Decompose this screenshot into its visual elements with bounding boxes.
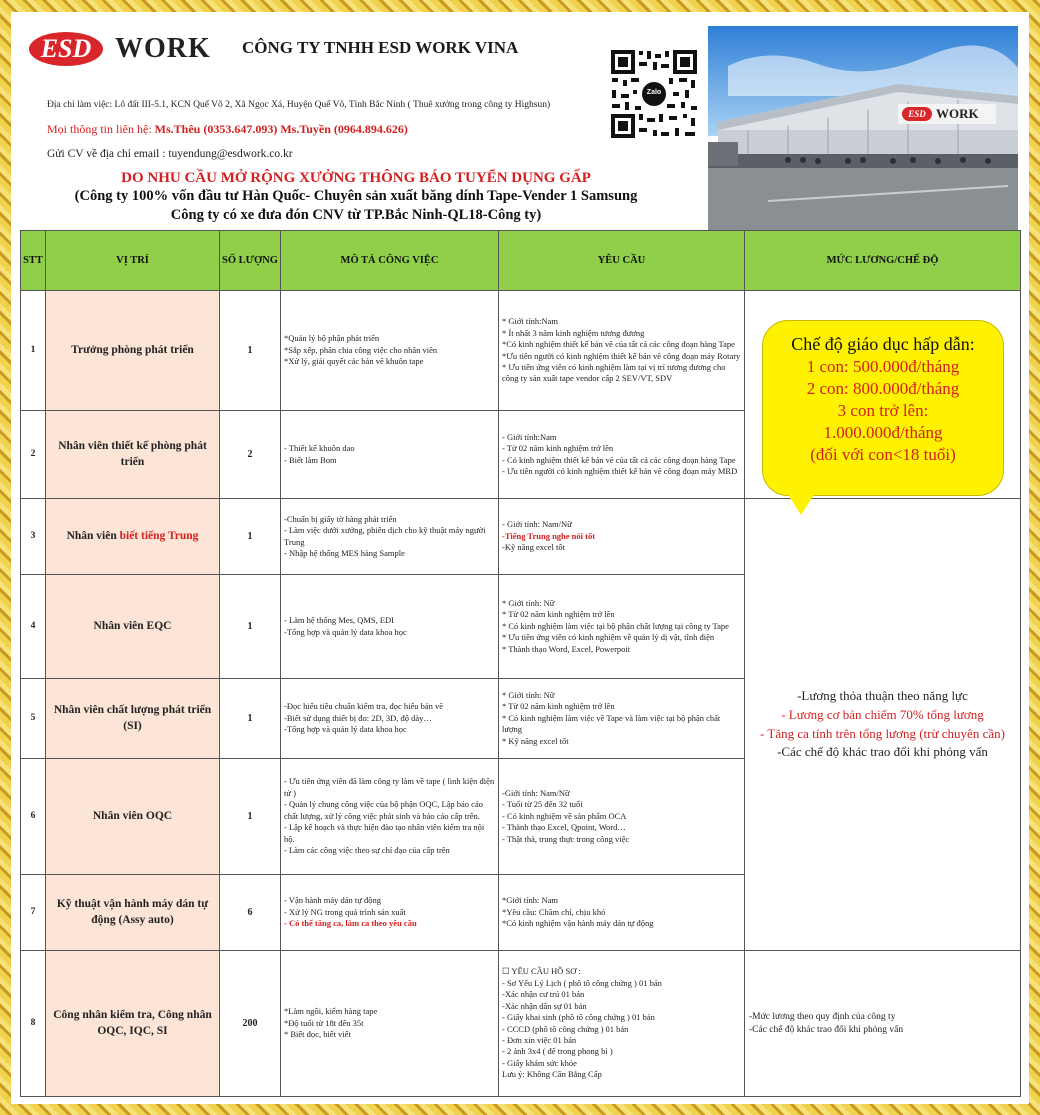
req-line: - Tuổi từ 25 đến 32 tuổi bbox=[502, 799, 583, 810]
req-line: - Giới tính: Nam/Nữ bbox=[502, 519, 572, 530]
req-line: -Xác nhận cư trú 01 bản bbox=[502, 989, 585, 1000]
qr-code-icon[interactable] bbox=[609, 48, 699, 140]
req-line: - Thật thà, trung thực trong công việc bbox=[502, 833, 630, 844]
desc-line: -Tổng hợp và quản lý data khoa học bbox=[284, 724, 407, 735]
table-row bbox=[21, 951, 1021, 1097]
logo-work: WORK bbox=[115, 33, 211, 64]
bubble-tail bbox=[787, 493, 815, 515]
req-line: -Giới tính: Nam/Nữ bbox=[502, 787, 570, 798]
req-line: * Ít nhất 3 năm kinh nghiệm tương đương bbox=[502, 327, 645, 338]
req-line: - Giấy khai sinh (phô tô công chứng ) 01 bản bbox=[502, 1012, 655, 1023]
req-line: * Giới tính:Nam bbox=[502, 316, 558, 327]
row-position: Nhân viên OQC bbox=[46, 759, 220, 875]
row-position: Công nhân kiểm tra, Công nhân OQC, IQC, SI bbox=[46, 951, 220, 1097]
row-desc bbox=[281, 291, 499, 411]
desc-line: *Làm ngồi, kiểm hàng tape bbox=[284, 1006, 378, 1017]
position-highlight: biết tiếng Trung bbox=[119, 529, 199, 542]
col-salary: MỨC LƯƠNG/CHẾ ĐỘ bbox=[745, 231, 1021, 291]
desc-line: *Quản lý bộ phận phát triển bbox=[284, 333, 380, 344]
req-line: * Thành thạo Word, Excel, Powerpoit bbox=[502, 643, 631, 654]
req-line-highlight: -Tiếng Trung nghe nói tốt bbox=[502, 530, 596, 541]
zalo-label: Zalo bbox=[646, 89, 662, 96]
table-row bbox=[21, 499, 1021, 575]
req-line: - Giới tính:Nam bbox=[502, 431, 557, 442]
photo-sign-work: WORK bbox=[936, 106, 979, 121]
req-line: *Yêu cầu: Chăm chỉ, chịu khó bbox=[502, 906, 606, 917]
row-desc bbox=[281, 951, 499, 1097]
row-desc bbox=[281, 759, 499, 875]
row-req bbox=[499, 875, 745, 951]
salary-cell bbox=[745, 499, 1021, 951]
row-req bbox=[499, 575, 745, 679]
req-line: ☐ YÊU CẦU HỒ SƠ : bbox=[502, 966, 581, 977]
req-line: * Ưu tiên ứng viên có kinh nghiệm làm tại vị trí tương đương cho công ty sản xuất tape vendor cấp 2 SEV/VT, SDV bbox=[502, 361, 726, 384]
row-stt: 2 bbox=[21, 411, 46, 499]
bubble-line: 3 con trở lên: bbox=[837, 401, 929, 420]
row-qty: 200 bbox=[220, 951, 281, 1097]
row-stt: 6 bbox=[21, 759, 46, 875]
salary-line: -Các chế độ khác trao đổi khi phỏng vấn bbox=[749, 1024, 904, 1035]
desc-line: - Ưu tiên ứng viên đã làm công ty làm về tape ( linh kiện điện tử ) bbox=[284, 776, 495, 798]
req-line: - Giấy khám sức khỏe bbox=[502, 1057, 577, 1068]
desc-line: - Làm việc dưới xưởng, phiên dịch cho kỹ thuật máy người Trung bbox=[284, 525, 486, 547]
row-stt: 1 bbox=[21, 291, 46, 411]
row-desc bbox=[281, 575, 499, 679]
req-line: *Có kinh nghiệm thiết kế bản vẽ của tất cả các công đoạn hàng Tape bbox=[502, 339, 735, 350]
req-line: * Có kinh nghiệm làm việc tại bộ phận chất lượng tại công ty Tape bbox=[502, 620, 729, 631]
req-line: * Ưu tiên ứng viên có kinh nghiệm về quản lý dị vật, tĩnh điện bbox=[502, 632, 715, 643]
row-qty: 1 bbox=[220, 499, 281, 575]
contact-label: Mọi thông tin liên hệ: bbox=[47, 122, 155, 136]
bubble-line: 1 con: 500.000đ/tháng bbox=[806, 357, 960, 376]
row-req bbox=[499, 499, 745, 575]
subline-2: Công ty có xe đưa đón CNV từ TP.Bắc Ninh-QL18-Công ty) bbox=[170, 207, 542, 223]
salary-cell-worker bbox=[745, 951, 1021, 1097]
company-logo bbox=[29, 32, 229, 68]
desc-line: - Quản lý chung công việc của bộ phận OQC, Lập báo cáo chất lượng, xử lý công việc phát sinh và báo cáo cấp trên. bbox=[284, 799, 483, 821]
row-desc bbox=[281, 411, 499, 499]
req-line: - 2 ảnh 3x4 ( để trong phong bì ) bbox=[502, 1046, 613, 1057]
row-position: Nhân viên chất lượng phát triển (SI) bbox=[46, 679, 220, 759]
req-line: - Ưu tiên người có kinh nghiệm thiết kế bản vẽ công đoạn máy MRD bbox=[502, 465, 738, 476]
table-header-row bbox=[21, 231, 1021, 291]
desc-line: - Lập kế hoạch và thực hiện đào tạo nhân viên kiểm tra nội bộ. bbox=[284, 822, 485, 844]
row-desc bbox=[281, 875, 499, 951]
desc-line: -Đọc hiểu tiêu chuẩn kiểm tra, đọc hiểu bản vẽ bbox=[284, 701, 444, 712]
row-qty: 1 bbox=[220, 679, 281, 759]
req-line: - Từ 02 năm kinh nghiệm trở lên bbox=[502, 443, 614, 454]
desc-line: - Làm các công việc theo sự chỉ đạo của cấp trên bbox=[284, 845, 450, 856]
col-desc: MÔ TẢ CÔNG VIỆC bbox=[281, 231, 499, 291]
row-stt: 3 bbox=[21, 499, 46, 575]
address: Địa chỉ làm việc: Lô đất III-5.1, KCN Quế Võ 2, Xã Ngọc Xá, Huyện Quế Võ, Tỉnh Bắc Ninh ( Thuê xưởng trong công ty Highsun) bbox=[47, 100, 551, 110]
req-line: * Từ 02 năm kinh nghiệm trở lên bbox=[502, 701, 615, 712]
row-stt: 8 bbox=[21, 951, 46, 1097]
row-position: Kỹ thuật vận hành máy dán tự động (Assy auto) bbox=[46, 875, 220, 951]
contact-info bbox=[47, 122, 408, 137]
salary-line: -Mức lương theo quy định của công ty bbox=[749, 1011, 896, 1022]
desc-line: -Biết sử dụng thiết bị đo: 2D, 3D, độ dày… bbox=[284, 712, 432, 723]
bubble-line: (đối với con<18 tuổi) bbox=[810, 445, 956, 464]
desc-line: - Làm hệ thống Mes, QMS, EDI bbox=[284, 615, 395, 626]
desc-line-highlight: - Có thể tăng ca, làm ca theo yêu cầu bbox=[284, 918, 417, 929]
row-qty: 6 bbox=[220, 875, 281, 951]
photo-sign-esd: ESD bbox=[908, 109, 926, 119]
salary-line: -Các chế độ khác trao đổi khi phỏng vấn bbox=[777, 744, 988, 760]
company-name: CÔNG TY TNHH ESD WORK VINA bbox=[242, 38, 519, 57]
row-qty: 2 bbox=[220, 411, 281, 499]
desc-line: *Xử lý, giải quyết các bản vẽ khuôn tape bbox=[284, 356, 424, 367]
req-line: - Có kinh nghiệm thiết kế bản vẽ của tất cả các công đoạn hàng Tape bbox=[502, 454, 736, 465]
req-line: * Từ 02 năm kinh nghiệm trở lên bbox=[502, 609, 615, 620]
req-line: - Đơn xin việc 01 bản bbox=[502, 1034, 577, 1045]
req-line: Lưu ý: Không Cần Bằng Cấp bbox=[502, 1069, 602, 1080]
desc-line: - Vận hành máy dán tự động bbox=[284, 895, 381, 906]
col-qty: SỐ LƯỢNG bbox=[220, 231, 281, 291]
row-qty: 1 bbox=[220, 575, 281, 679]
desc-line: - Nhập hệ thống MES hàng Sample bbox=[284, 547, 405, 558]
row-req bbox=[499, 951, 745, 1097]
desc-line: *Sắp xếp, phân chia công việc cho nhân viên bbox=[284, 344, 438, 355]
row-desc bbox=[281, 499, 499, 575]
row-position bbox=[46, 499, 220, 575]
row-stt: 5 bbox=[21, 679, 46, 759]
req-line: * Kỹ năng excel tốt bbox=[502, 735, 569, 746]
logo-esd: ESD bbox=[29, 32, 103, 66]
salary-line: -Lương thỏa thuận theo năng lực bbox=[797, 687, 968, 703]
req-line: *Có kinh nghiệm vận hành máy dán tự động bbox=[502, 918, 654, 929]
req-line: - CCCD (phô tô công chứng ) 01 bản bbox=[502, 1023, 629, 1034]
col-position: VỊ TRÍ bbox=[46, 231, 220, 291]
email-line: Gửi CV về địa chỉ email : tuyendung@esdwork.co.kr bbox=[47, 148, 293, 160]
row-req bbox=[499, 291, 745, 411]
req-line: * Giới tính: Nữ bbox=[502, 689, 555, 700]
salary-line-highlight: - Tăng ca tính trên tổng lương (trừ chuyên cần) bbox=[760, 725, 1005, 741]
row-qty: 1 bbox=[220, 759, 281, 875]
req-line: -Kỹ năng excel tốt bbox=[502, 542, 566, 553]
col-stt: STT bbox=[21, 231, 46, 291]
row-desc bbox=[281, 679, 499, 759]
row-stt: 7 bbox=[21, 875, 46, 951]
desc-line: - Xử lý NG trong quá trình sản xuất bbox=[284, 906, 406, 917]
desc-line: - Biết làm Bom bbox=[284, 454, 337, 465]
row-req bbox=[499, 411, 745, 499]
desc-line: * Biết đọc, biết viết bbox=[284, 1029, 351, 1040]
bubble-title: Chế độ giáo dục hấp dẫn: bbox=[791, 334, 975, 354]
bubble-line: 1.000.000đ/tháng bbox=[823, 423, 943, 442]
req-line: *Ưu tiên người có kinh nghiệm thiết kế bản vẽ công đoạn máy Rotary bbox=[502, 350, 741, 361]
row-position: Trưởng phòng phát triển bbox=[46, 291, 220, 411]
req-line: - Có kinh nghiệm về sản phẩm OCA bbox=[502, 810, 627, 821]
desc-line: -Chuẩn bị giấy tờ hàng phát triển bbox=[284, 513, 397, 524]
row-req bbox=[499, 679, 745, 759]
salary-line-highlight: - Lương cơ bản chiếm 70% tổng lương bbox=[781, 706, 984, 722]
poster bbox=[11, 12, 1029, 1104]
education-benefit-bubble bbox=[762, 320, 1004, 496]
row-stt: 4 bbox=[21, 575, 46, 679]
req-line: * Có kinh nghiệm làm việc về Tape và làm việc tại bộ phận chất lượng bbox=[502, 712, 721, 735]
desc-line: - Thiết kế khuôn dao bbox=[284, 443, 355, 454]
row-position: Nhân viên thiết kế phòng phát triển bbox=[46, 411, 220, 499]
req-line: *Giới tính: Nam bbox=[502, 895, 558, 906]
desc-line: -Tổng hợp và quản lý data khoa học bbox=[284, 626, 407, 637]
desc-line: *Độ tuổi từ 18t đến 35t bbox=[284, 1017, 364, 1028]
contact-people: Ms.Thêu (0353.647.093) Ms.Tuyền (0964.894.626) bbox=[154, 122, 408, 136]
req-line: - Thành thạo Excel, Qpoint, Word… bbox=[502, 822, 626, 833]
row-req bbox=[499, 759, 745, 875]
position-prefix: Nhân viên bbox=[66, 529, 120, 542]
subline-1: (Công ty 100% vốn đầu tư Hàn Quốc- Chuyên sản xuất băng dính Tape-Vender 1 Samsung bbox=[74, 188, 638, 204]
req-line: -Xác nhận dân sự 01 bản bbox=[502, 1000, 587, 1011]
headline: DO NHU CẦU MỞ RỘNG XƯỞNG THÔNG BÁO TUYỂN DỤNG GẤP bbox=[121, 170, 591, 186]
row-qty: 1 bbox=[220, 291, 281, 411]
bubble-line: 2 con: 800.000đ/tháng bbox=[806, 379, 960, 398]
row-position: Nhân viên EQC bbox=[46, 575, 220, 679]
req-line: * Giới tính: Nữ bbox=[502, 597, 555, 608]
req-line: - Sơ Yếu Lý Lịch ( phô tô công chứng ) 01 bản bbox=[502, 977, 662, 988]
factory-photo bbox=[708, 26, 1018, 232]
col-req: YÊU CẦU bbox=[499, 231, 745, 291]
